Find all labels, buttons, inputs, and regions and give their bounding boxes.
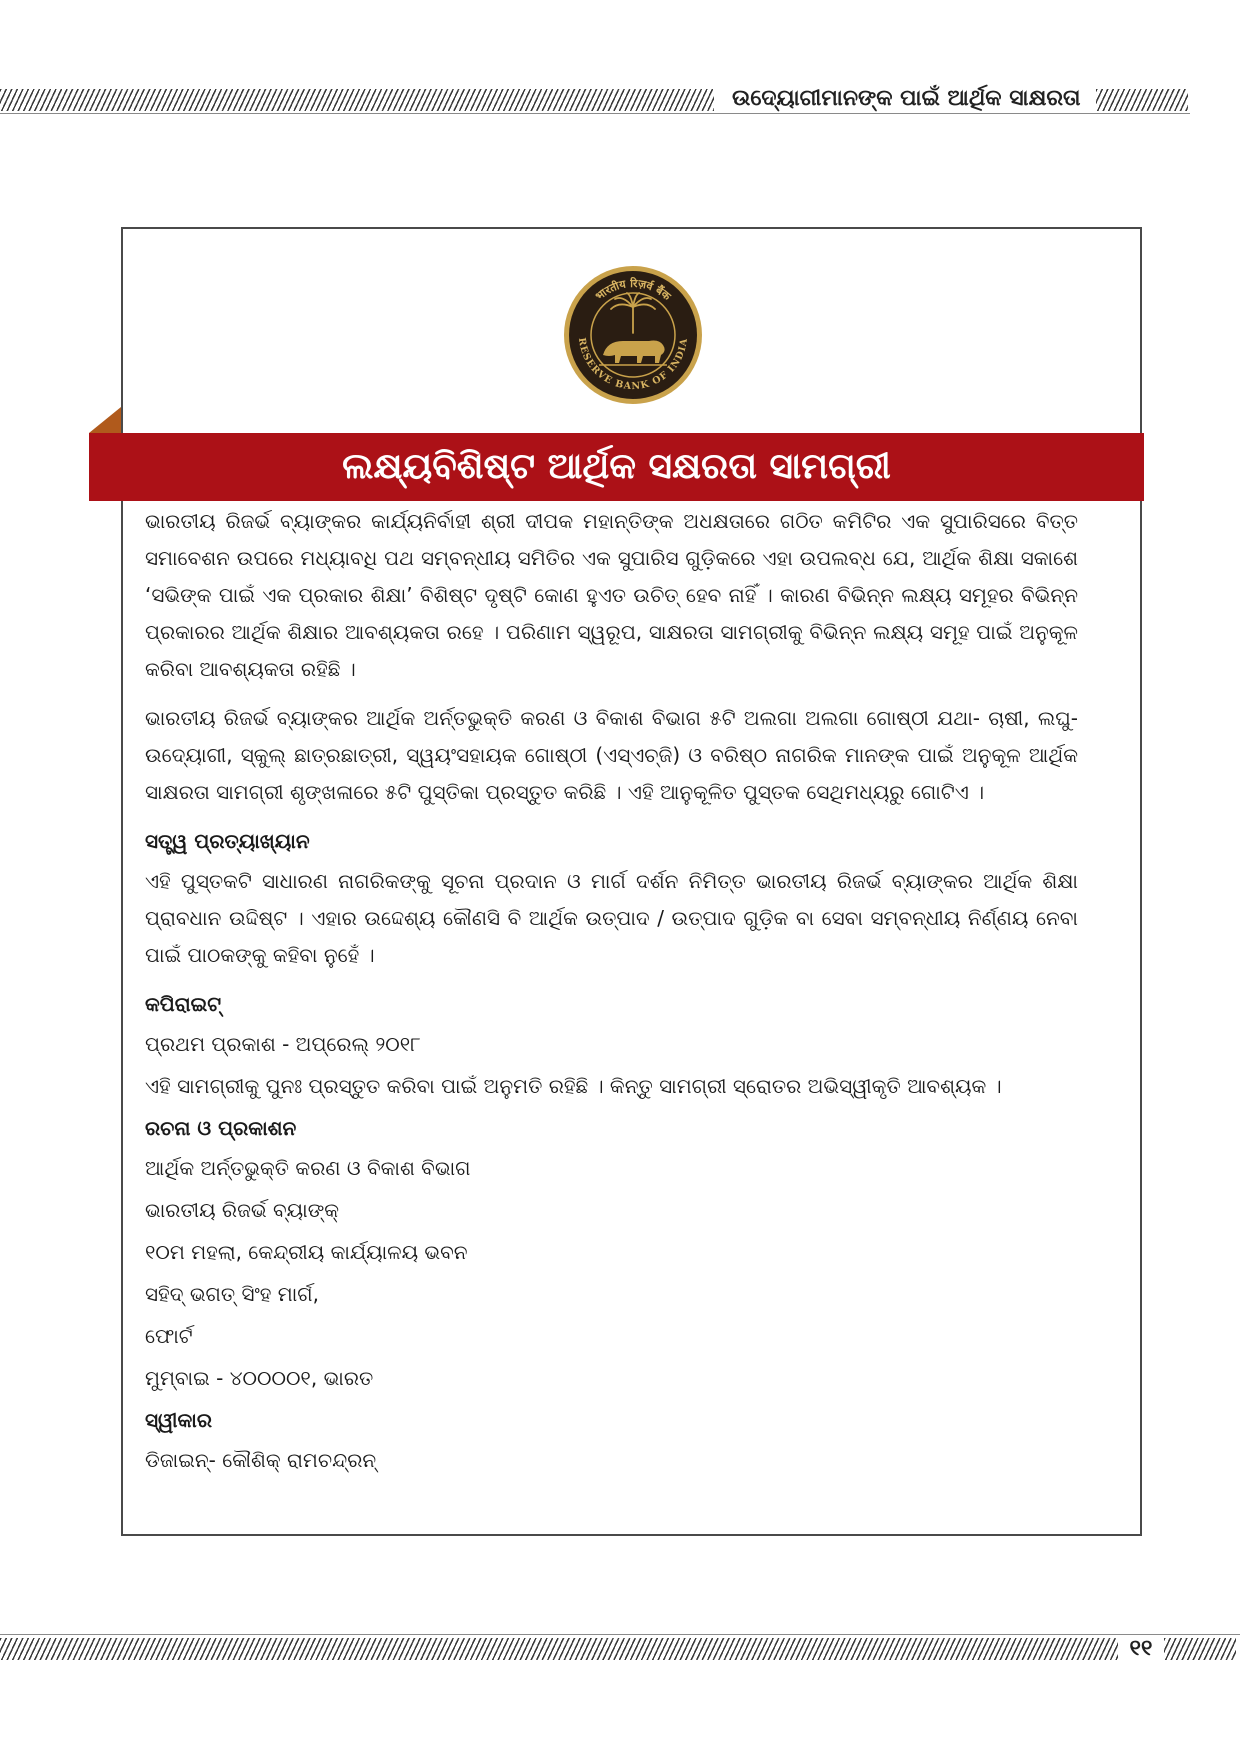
address-line: ମୁମ୍ବାଇ - ୪୦୦୦୦୧, ଭାରତ <box>145 1366 374 1390</box>
header-hatch-right <box>1096 89 1188 111</box>
rbi-seal-logo <box>563 265 703 405</box>
acknowledgement-text: ଡିଜାଇନ୍- କୌଶିକ୍ ରାମଚନ୍ଦ୍ରନ୍ <box>145 1448 377 1472</box>
address-line: ଆର୍ଥିକ ଅର୍ନ୍ତଭୁକ୍ତି କରଣ ଓ ବିକାଶ ବିଭାଗ <box>145 1156 471 1180</box>
address-line: ୧୦ମ ମହଲା, କେନ୍ଦ୍ରୀୟ କାର୍ଯ୍ୟାଳୟ ଭବନ <box>145 1240 468 1264</box>
header-hatch-left <box>0 89 714 111</box>
section-title: ଲକ୍ଷ୍ୟବିଶିଷ୍ଟ ଆର୍ଥିକ ସକ୍ଷରତା ସାମଗ୍ରୀ <box>342 446 891 487</box>
address-line: ଭାରତୀୟ ରିଜର୍ଭ ବ୍ୟାଙ୍କ୍ <box>145 1198 340 1222</box>
running-header-title: ଉଦ୍ୟୋଗୀମାନଙ୍କ ପାଇଁ ଆର୍ଥିକ ସାକ୍ଷରତା <box>732 86 1081 111</box>
address-line: ଫୋର୍ଟ <box>145 1324 193 1348</box>
disclaimer-text: ଏହି ପୁସ୍ତକଟି ସାଧାରଣ ନାଗରିକଙ୍କୁ ସୂଚନା ପ୍ରଦାନ ଓ ମାର୍ଗ ଦର୍ଶନ ନିମିତ୍ତ ଭାରତୀୟ ରିଜର୍ଭ ବ୍ୟାଙ୍କର ଆର୍ଥିକ ଶିକ୍ଷା ପ୍ରାବଧାନ ଉଦ୍ଦିଷ୍ଟ । ଏହାର ଉଦ୍ଦେଶ୍ୟ କୌଣସି ବି ଆର୍ଥିକ ଉତ୍ପାଦ / ଉତ୍ପାଦ ଗୁଡ଼ିକ ବା ସେବା ସମ୍ବନ୍ଧୀୟ ନିର୍ଣ୍ଣୟ ନେବା ପାଇଁ ପାଠକଙ୍କୁ କହିବା ନୁହେଁ । <box>145 869 1078 967</box>
intro-paragraph-1: ଭାରତୀୟ ରିଜର୍ଭ ବ୍ୟାଙ୍କର କାର୍ଯ୍ୟନିର୍ବାହୀ ଶ୍ରୀ ଦୀପକ ମହାନ୍ତିଙ୍କ ଅଧକ୍ଷତାରେ ଗଠିତ କମିଟିର ଏକ ସୁପାରିସରେ ବିତ୍ତ ସମାବେଶନ ଉପରେ ମଧ୍ୟାବଧି ପଥ ସମ୍ବନ୍ଧୀୟ ସମିତିର ଏକ ସୁପାରିସ ଗୁଡ଼ିକରେ ଏହା ଉପଲବ୍ଧ ଯେ, ଆର୍ଥିକ ଶିକ୍ଷା ସକାଶେ ‘ସଭିଙ୍କ ପାଇଁ ଏକ ପ୍ରକାର ଶିକ୍ଷା’ ବିଶିଷ୍ଟ ଦୃଷ୍ଟି କୋଣ ହୁଏତ ଉଚିତ୍ ହେବ ନାହିଁ । କାରଣ ବିଭିନ୍ନ ଲକ୍ଷ୍ୟ ସମୂହର ବିଭିନ୍ନ ପ୍ରକାରର ଆର୍ଥିକ ଶିକ୍ଷାର ଆବଶ୍ୟକତା ରହେ । ପରିଣାମ ସ୍ୱରୂପ, ସାକ୍ଷରତା ସାମଗ୍ରୀକୁ ବିଭିନ୍ନ ଲକ୍ଷ୍ୟ ସମୂହ ପାଇଁ ଅନୁକୂଳ କରିବା ଆବଶ୍ୟକତା ରହିଛି । <box>145 509 1078 681</box>
acknowledgement-heading: ସ୍ୱୀକାର <box>145 1408 212 1432</box>
footer-hatch-right <box>1164 1638 1236 1660</box>
banner-fold <box>89 407 121 433</box>
footer-rule <box>0 1634 1240 1635</box>
page-number: ୧୧ <box>1129 1636 1153 1661</box>
header-rule <box>0 113 1190 114</box>
copyright-heading: କପିରାଇଟ୍ <box>145 992 222 1016</box>
copyright-permission: ଏହି ସାମଗ୍ରୀକୁ ପୁନଃ ପ୍ରସ୍ତୁତ କରିବା ପାଇଁ ଅନୁମତି ରହିଛି । କିନ୍ତୁ ସାମଗ୍ରୀ ସ୍ରୋତର ଅଭିସ୍ୱୀକୃତି ଆବଶ୍ୟକ । <box>145 1074 1002 1098</box>
section-title-banner <box>89 433 1144 501</box>
svg-text:RESERVE BANK OF INDIA: RESERVE BANK OF INDIA <box>575 337 691 393</box>
page-content <box>145 503 1078 1484</box>
intro-paragraph-2: ଭାରତୀୟ ରିଜର୍ଭ ବ୍ୟାଙ୍କର ଆର୍ଥିକ ଅର୍ନ୍ତଭୁକ୍ତି କରଣ ଓ ବିକାଶ ବିଭାଗ ୫ଟି ଅଲଗା ଅଲଗା ଗୋଷ୍ଠୀ ଯଥା- ଚାଷୀ, ଲଘୁ-ଉଦ୍ୟୋଗୀ, ସ୍କୁଲ୍ ଛାତ୍ରଛାତ୍ରୀ, ସ୍ୱୟଂସହାୟକ ଗୋଷ୍ଠୀ (ଏସ୍‌ଏଚ୍‌ଜି) ଓ ବରିଷ୍ଠ ନାଗରିକ ମାନଙ୍କ ପାଇଁ ଅନୁକୂଳ ଆର୍ଥିକ ସାକ୍ଷରତା ସାମଗ୍ରୀ ଶୃଙ୍ଖଳାରେ ୫ଟି ପୁସ୍ତିକା ପ୍ରସ୍ତୁତ କରିଛି । ଏହି ଆନୁକୂଳିତ ପୁସ୍ତକ ସେଥିମଧ୍ୟରୁ ଗୋଟିଏ । <box>145 706 1078 804</box>
publication-heading: ରଚନା ଓ ପ୍ରକାଶନ <box>145 1116 297 1140</box>
copyright-first-edition: ପ୍ରଥମ ପ୍ରକାଶ - ଅପ୍ରେଲ୍ ୨୦୧୮ <box>145 1032 421 1056</box>
footer-hatch-left <box>0 1638 1118 1660</box>
address-line: ସହିଦ୍ ଭଗତ୍ ସିଂହ ମାର୍ଗ, <box>145 1282 319 1306</box>
disclaimer-heading: ସତ୍ତ୍ୱ ପ୍ରତ୍ୟାଖ୍ୟାନ <box>145 829 310 853</box>
svg-text:भारतीय रिज़र्व बैंक: भारतीय रिज़र्व बैंक <box>592 276 674 304</box>
